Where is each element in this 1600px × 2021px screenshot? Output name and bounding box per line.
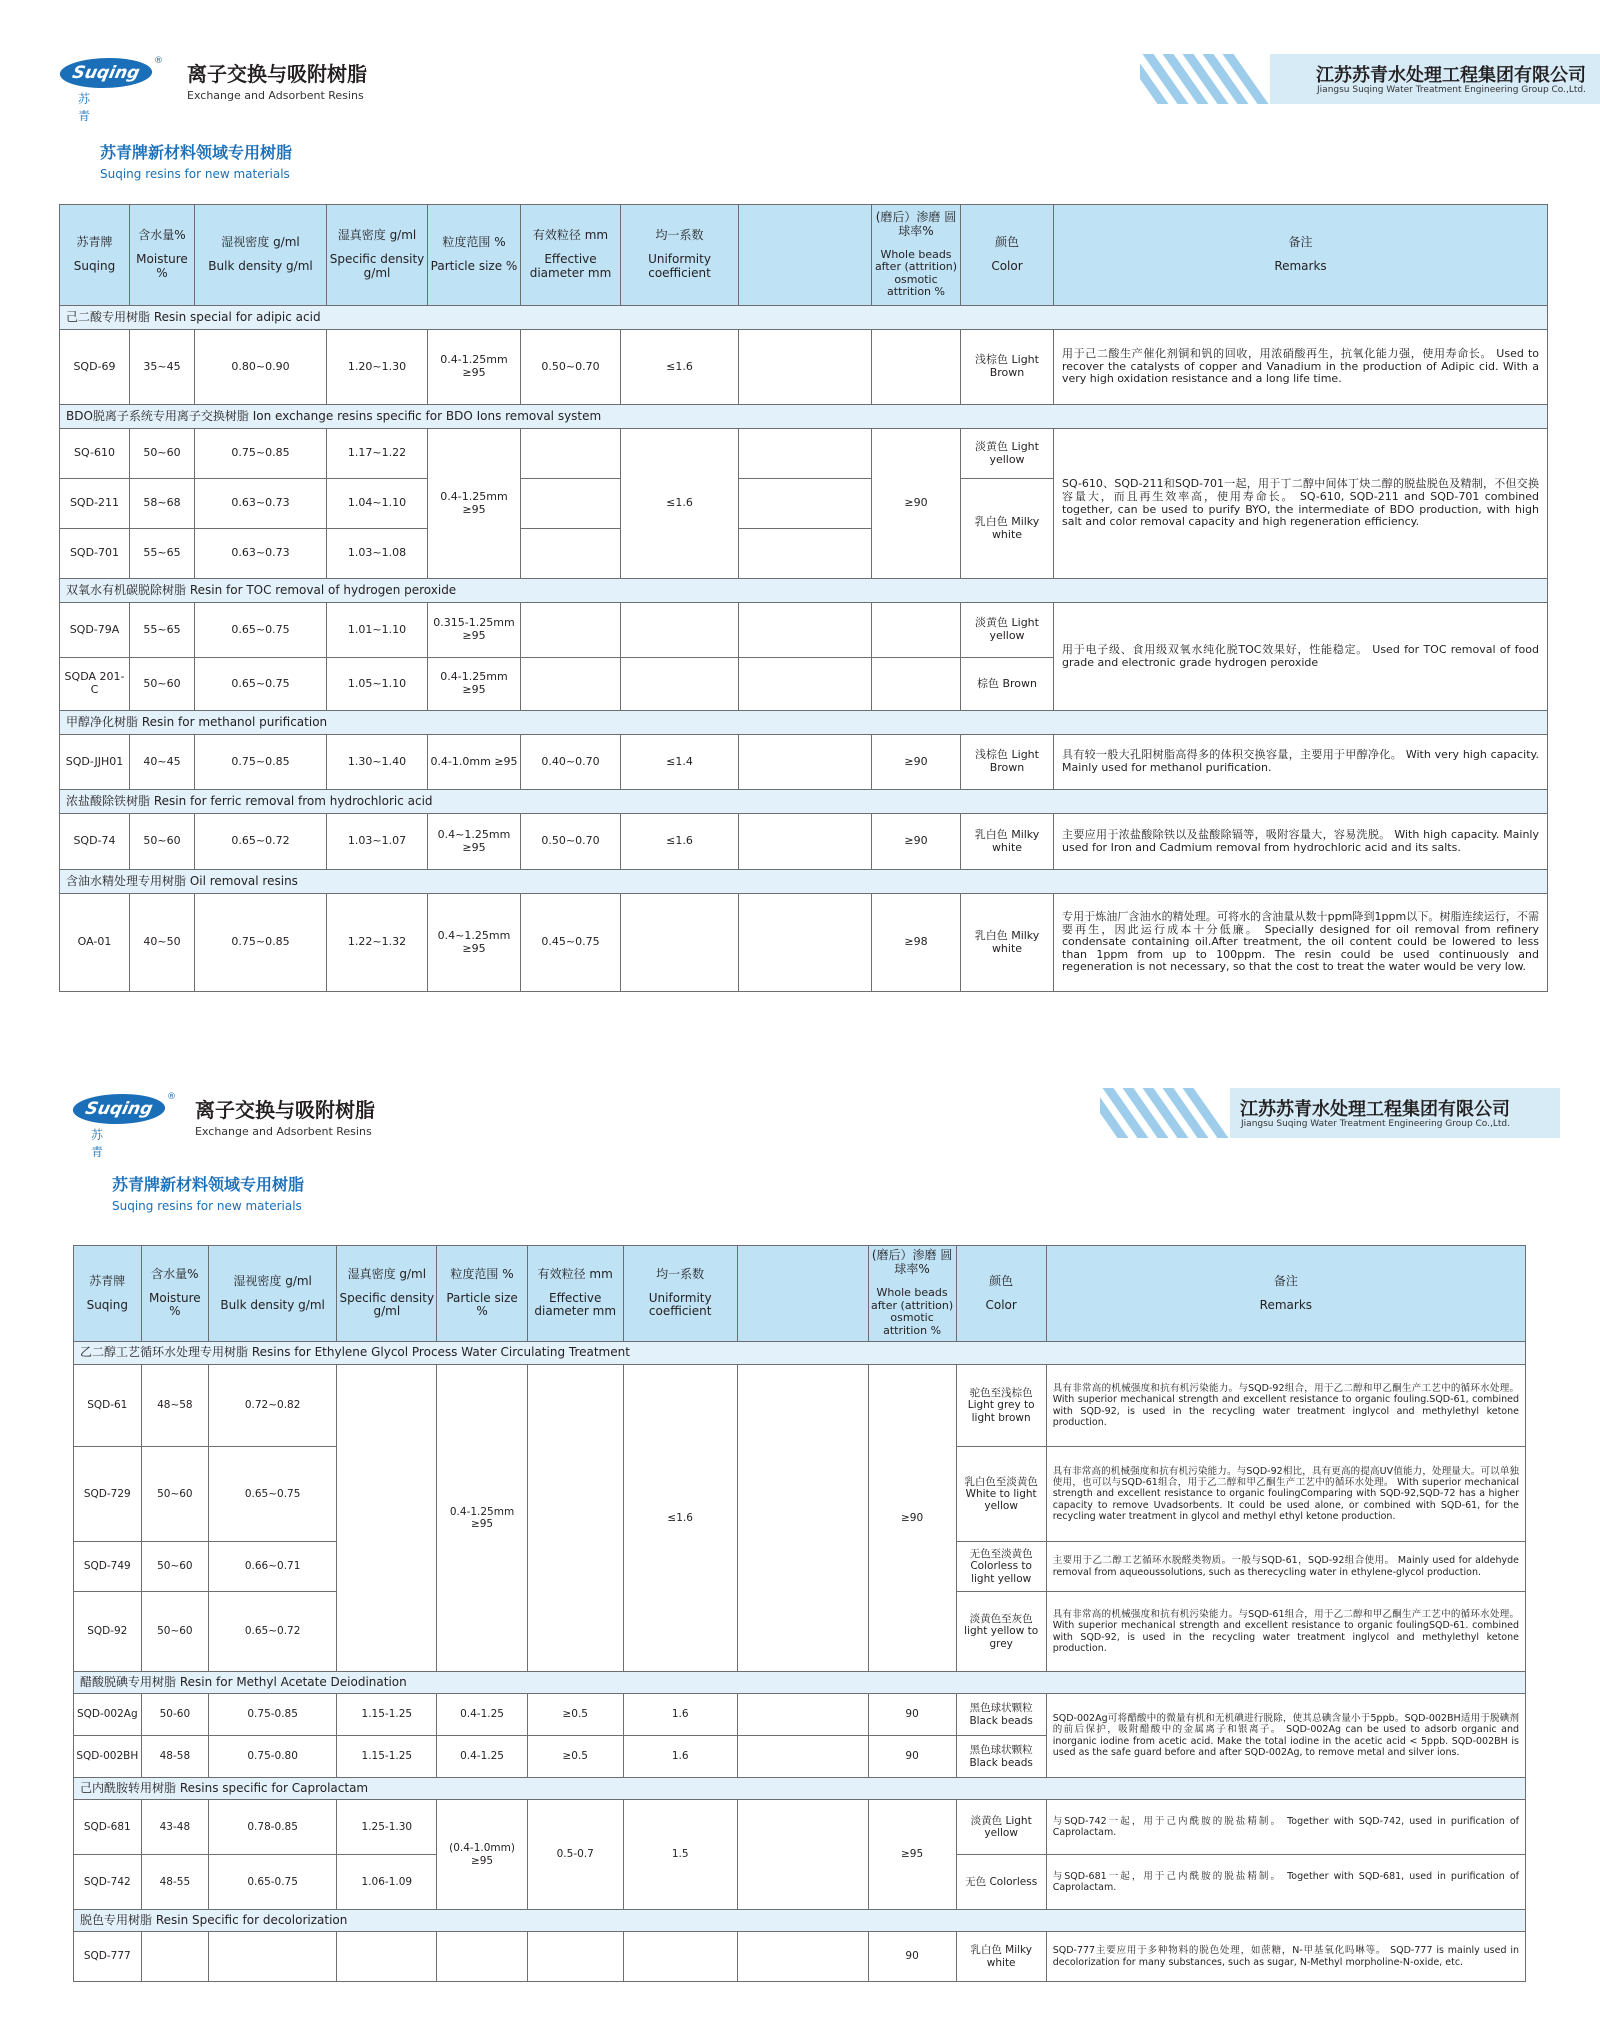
col-remarks: 备注 Remarks: [1054, 205, 1548, 306]
resin-table-1: [59, 204, 1548, 992]
company-name-en: Jiangsu Suqing Water Treatment Engineering Group Co.,Ltd.: [1241, 1119, 1510, 1129]
table-row: SQD-002Ag 50-60 0.75-0.85 1.15-1.25 0.4-1.25 ≥0.5 1.6 90 黑色球状颗粒 Black beads SQD-002Ag可将醋酸中的微量有机和无机碘进行脱除，使其总碘含量小于5ppb。SQD-002BH适用于脱碘剂的前后保护，吸附醋酸中的金属离子和银离子。 SQD-002Ag can be used to adsorb organic and inorganic iodine from acetic acid. Make the total iodine in the acetic acid < 5ppb. SQD-002BH is used as the safe guard before and after SQD-002Ag, to remove metal and silver ions.: [74, 1694, 1526, 1736]
logo-mark: Suqing: [70, 1094, 168, 1124]
table-row: SQD-002BH 48-58 0.75-0.80 1.15-1.25 0.4-1.25 ≥0.5 1.6 90 黑色球状颗粒 Black beads: [74, 1736, 1526, 1778]
col-blank: [739, 205, 872, 306]
category-row: 乙二醇工艺循环水处理专用树脂 Resins for Ethylene Glycol Process Water Circulating Treatment: [74, 1342, 1526, 1365]
col-specific-density: 湿真密度 g/ml Specific density g/ml: [327, 205, 428, 306]
table-row: SQD-681 43-48 0.78-0.85 1.25-1.30 (0.4-1.0mm) ≥95 0.5-0.7 1.5 ≥95 淡黄色 Light yellow 与SQD-742一起，用于己内酰胺的脱盐精制。 Together with SQD-742, used in purification of Caprolactam.: [74, 1800, 1526, 1855]
col-particle-size: 粒度范围 % Particle size %: [428, 205, 521, 306]
col-suqing: 苏青牌 Suqing: [60, 205, 130, 306]
page-2: Suqing ® 苏 青 离子交换与吸附树脂 Exchange and Adsorbent Resins 江苏苏青水处理工程集团有限公司 Jiangsu Suqing Water Treatment Engineering Group Co.,Ltd. 苏青牌新材料领域专用树脂 Suqing resins for new materials 苏青牌 Suqing 含水量% Moisture % 湿视密度 g/ml Bulk density g/ml 湿真密度 g/ml Specific density g/ml 粒度范围 % Particle size % 有效粒径 mm Effective diameter mm 均一系数 Uniformity coefficient (磨后）渗磨 圆球率% Whole beads after (attrition) osmotic attrition % 颜色 Color 备注 Remarks 乙二醇工艺循环水处理专用树脂 Resins for Ethylene Glycol Process Water Circulating Treatment SQD-61 48~58 0.72~0.82 0.4-1.25mm ≥95 ≤1.6 ≥90 驼色至浅棕色 Light grey to light brown 具有非常高的机械强度和抗有机污染能力。与SQD-92组合，用于乙二醇和甲乙酮生产工艺中的循环水处理。 With superior mechanical strength and excellent resistance to organic fouling.SQD-61, combined with SQD-92, is used in the recycling water treatment inglycol and methylethyl ketone production. SQD-729 50~60 0.65~0.75 乳白色至淡黄色 White to light yellow 具有非常高的机械强度和抗有机污染能力。与SQD-92相比，具有更高的提高UV值能力，处理量大。可以单独使用，也可以与SQD-61组合，用于乙二醇和甲乙酮生产工艺中的循环水处理。 With superior mechanical strength and excellent resistance to organic foulingComparing with SQD-92,SQD-72 has a higher capacity to remove Uvadsorbents. It could be used alone, or combined with SQD-61, for the recycling water treatment in glycol and methyl ethyl ketone production. SQD-749 50~60 0.66~0.71 无色至淡黄色 Colorless to light yellow 主要用于乙二醇工艺循环水脱醛类物质。一般与SQD-61，SQD-92组合使用。 Mainly used for aldehyde removal from aqueoussolutions, such as therecycling water in ethylene-glycol production. SQD-92 50~60 0.65~0.72 淡黄色至灰色 light yellow to grey 具有非常高的机械强度和抗有机污染能力。与SQD-61组合，用于乙二醇和甲乙酮生产工艺中的循环水处理。 With superior mechanical strength and excellent resistance to organic foulingSQD-61. combined with SQD-92, is used in the recycling water treatment inglycol and methylethyl ketone production. 醋酸脱碘专用树脂 Resin for Methyl Acetate Deiodination SQD-002Ag 50-60 0.75-0.85 1.15-1.25 0.4-1.25 ≥0.5 1.6 90 黑色球状颗粒 Black beads SQD-002Ag可将醋酸中的微量有机和无机碘进行脱除，使其总碘含量小于5ppb。SQD-002BH适用于脱碘剂的前后保护，吸附醋酸中的金属离子和银离子。 SQD-002Ag can be used to adsorb organic and inorganic iodine from acetic acid. Make the total iodine in the acetic acid < 5ppb. SQD-002BH is used as the safe guard before and after SQD-002Ag, to remove metal and silver ions. SQD-002BH 48-58 0.75-0.80 1.15-1.25 0.4-1.25 ≥0.5 1.6 90 黑色球状颗粒 Black beads 己内酰胺转用树脂 Resins specific for Caprolactam SQD-681 43-48 0.78-0.85 1.25-1.30 (0.4-1.0mm) ≥95 0.5-0.7 1.5 ≥95 淡黄色 Light yellow 与SQD-742一起，用于己内酰胺的脱盐精制。 Together with SQD-742, used in purification of Caprolactam. SQD-742 48-55 0.65-0.75 1.06-1.09 无色 Colorless 与SQD-681一起，用于己内酰胺的脱盐精制。 Together with SQD-681, used in purification of Caprolactam. 脱色专用树脂 Resin Specific for decolorization SQD-777 90 乳白色 Milky white SQD-777主要应用于多种物料的脱色处理，如蔗糖，N-甲基氧化吗啉等。 SQD-777 is mainly used in decolorization for many substances, such as sugar, N-Methyl morpholine-N-oxide, etc.: [0, 1040, 1600, 2021]
col-effective-diameter: 有效粒径 mm Effective diameter mm: [521, 205, 621, 306]
category-row: 浓盐酸除铁树脂 Resin for ferric removal from hydrochloric acid: [60, 790, 1548, 814]
resin-table-2: [73, 1245, 1526, 1982]
col-moisture: 含水量% Moisture %: [130, 205, 195, 306]
table-row: SQD-742 48-55 0.65-0.75 1.06-1.09 无色 Colorless 与SQD-681一起，用于己内酰胺的脱盐精制。 Together with SQD-681, used in purification of Caprolactam.: [74, 1855, 1526, 1910]
col-specific-density: 湿真密度 g/ml Specific density g/ml: [337, 1246, 437, 1342]
brochure-title: 离子交换与吸附树脂 Exchange and Adsorbent Resins: [195, 1098, 375, 1138]
col-uniformity: 均一系数 Uniformity coefficient: [621, 205, 739, 306]
col-bulk-density: 湿视密度 g/ml Bulk density g/ml: [209, 1246, 337, 1342]
category-row: 己内酰胺转用树脂 Resins specific for Caprolactam: [74, 1778, 1526, 1800]
logo-cn: 苏 青: [78, 92, 97, 123]
category-row: 醋酸脱碘专用树脂 Resin for Methyl Acetate Deiodination: [74, 1672, 1526, 1694]
table-row: SQD-79A 55~65 0.65~0.75 1.01~1.10 0.315-1.25mm ≥95 淡黄色 Light yellow 用于电子级、食用级双氧水纯化脱TOC效果好，性能稳定。 Used for TOC removal of food grade and electronic grade hydrogen peroxide: [60, 603, 1548, 658]
table-row: SQD-729 50~60 0.65~0.75 乳白色至淡黄色 White to light yellow 具有非常高的机械强度和抗有机污染能力。与SQD-92相比，具有更高的提高UV值能力，处理量大。可以单独使用，也可以与SQD-61组合，用于乙二醇和甲乙酮生产工艺中的循环水处理。 With superior mechanical strength and excellent resistance to organic foulingComparing with SQD-92,SQD-72 has a higher capacity to remove Uvadsorbents. It could be used alone, or combined with SQD-61, for the recycling water treatment in glycol and methyl ethyl ketone production.: [74, 1447, 1526, 1542]
header-row: [74, 1246, 1526, 1342]
logo-cn: 苏 青: [91, 1128, 110, 1159]
col-uniformity: 均一系数 Uniformity coefficient: [623, 1246, 737, 1342]
company-banner: [1140, 54, 1600, 104]
company-name-en: Jiangsu Suqing Water Treatment Engineering Group Co.,Ltd.: [1317, 85, 1586, 95]
category-row: BDO脱离子系统专用离子交换树脂 Ion exchange resins specific for BDO Ions removal system: [60, 405, 1548, 429]
header-row: [60, 205, 1548, 306]
category-row: 含油水精处理专用树脂 Oil removal resins: [60, 870, 1548, 894]
table-row: SQD-749 50~60 0.66~0.71 无色至淡黄色 Colorless to light yellow 主要用于乙二醇工艺循环水脱醛类物质。一般与SQD-61，SQD-92组合使用。 Mainly used for aldehyde removal from aqueoussolutions, such as therecycling water in ethylene-glycol production.: [74, 1542, 1526, 1592]
category-row: 甲醇净化树脂 Resin for methanol purification: [60, 711, 1548, 735]
table-row: SQD-JJH01 40~45 0.75~0.85 1.30~1.40 0.4-1.0mm ≥95 0.40~0.70 ≤1.4 ≥90 浅棕色 Light Brown 具有较一般大孔阳树脂高得多的体积交换容量，主要用于甲醇净化。 With very high capacity. Mainly used for methanol purification.: [60, 735, 1548, 790]
brochure-title: 离子交换与吸附树脂 Exchange and Adsorbent Resins: [187, 62, 367, 102]
col-moisture: 含水量% Moisture %: [141, 1246, 209, 1342]
col-particle-size: 粒度范围 % Particle size %: [437, 1246, 527, 1342]
col-blank: [737, 1246, 868, 1342]
col-whole-beads: (磨后）渗磨 圆球率% Whole beads after (attrition) osmotic attrition %: [868, 1246, 956, 1342]
col-bulk-density: 湿视密度 g/ml Bulk density g/ml: [195, 205, 327, 306]
category-row: 己二酸专用树脂 Resin special for adipic acid: [60, 306, 1548, 330]
table-row: SQD-777 90 乳白色 Milky white SQD-777主要应用于多种物料的脱色处理，如蔗糖，N-甲基氧化吗啉等。 SQD-777 is mainly used in decolorization for many substances, such as sugar, N-Methyl morpholine-N-oxide, etc.: [74, 1932, 1526, 1982]
col-effective-diameter: 有效粒径 mm Effective diameter mm: [527, 1246, 623, 1342]
table-row: SQ-610 50~60 0.75~0.85 1.17~1.22 0.4-1.25mm ≥95 ≤1.6 ≥90 淡黄色 Light yellow SQ-610、SQD-211和SQD-701一起，用于丁二醇中间体丁炔二醇的脱盐脱色及精制，不但交换容量大，而且再生效率高，使用寿命长。 SQ-610, SQD-211 and SQD-701 combined together, can be used to purify BYO, the intermediate of BDO production, with high salt and color removal capacity and high regeneration efficiency.: [60, 429, 1548, 479]
category-row: 脱色专用树脂 Resin Specific for decolorization: [74, 1910, 1526, 1932]
company-banner: [1100, 1088, 1560, 1138]
col-suqing: 苏青牌 Suqing: [74, 1246, 142, 1342]
section-heading: 苏青牌新材料领域专用树脂 Suqing resins for new materials: [100, 143, 293, 181]
company-name-cn: 江苏苏青水处理工程集团有限公司: [1240, 1099, 1510, 1120]
col-color: 颜色 Color: [961, 205, 1054, 306]
table-row: SQD-701 55~65 0.63~0.73 1.03~1.08: [60, 529, 1548, 579]
table-row: SQD-74 50~60 0.65~0.72 1.03~1.07 0.4~1.25mm ≥95 0.50~0.70 ≤1.6 ≥90 乳白色 Milky white 主要应用于浓盐酸除铁以及盐酸除镉等，吸附容量大，容易洗脱。 With high capacity. Mainly used for Iron and Cadmium removal from hydrochloric acid and its salts.: [60, 814, 1548, 870]
table-row: SQD-61 48~58 0.72~0.82 0.4-1.25mm ≥95 ≤1.6 ≥90 驼色至浅棕色 Light grey to light brown 具有非常高的机械强度和抗有机污染能力。与SQD-92组合，用于乙二醇和甲乙酮生产工艺中的循环水处理。 With superior mechanical strength and excellent resistance to organic fouling.SQD-61, combined with SQD-92, is used in the recycling water treatment inglycol and methylethyl ketone production.: [74, 1365, 1526, 1447]
logo-mark: Suqing: [57, 58, 155, 88]
table-row: SQD-92 50~60 0.65~0.72 淡黄色至灰色 light yellow to grey 具有非常高的机械强度和抗有机污染能力。与SQD-61组合，用于乙二醇和甲乙酮生产工艺中的循环水处理。 With superior mechanical strength and excellent resistance to organic foulingSQD-61. combined with SQD-92, is used in the recycling water treatment inglycol and methylethyl ketone production.: [74, 1592, 1526, 1672]
category-row: 双氧水有机碳脱除树脂 Resin for TOC removal of hydrogen peroxide: [60, 579, 1548, 603]
section-heading: 苏青牌新材料领域专用树脂 Suqing resins for new materials: [112, 1175, 305, 1213]
col-remarks: 备注 Remarks: [1046, 1246, 1525, 1342]
col-color: 颜色 Color: [956, 1246, 1046, 1342]
table-row: SQD-211 58~68 0.63~0.73 1.04~1.10 乳白色 Milky white: [60, 479, 1548, 529]
table-row: SQDA 201-C 50~60 0.65~0.75 1.05~1.10 0.4-1.25mm ≥95 棕色 Brown: [60, 658, 1548, 711]
col-whole-beads: (磨后）渗磨 圆球率% Whole beads after (attrition) osmotic attrition %: [872, 205, 961, 306]
company-name-cn: 江苏苏青水处理工程集团有限公司: [1316, 65, 1586, 86]
table-row: SQD-69 35~45 0.80~0.90 1.20~1.30 0.4-1.25mm ≥95 0.50~0.70 ≤1.6 浅棕色 Light Brown 用于己二酸生产催化剂铜和钒的回收，用浓硝酸再生，抗氧化能力强，使用寿命长。 Used to recover the catalysts of copper and Vanadium in the production of Adipic cid. With a very high oxidation resistance and a long life time.: [60, 330, 1548, 405]
table-row: OA-01 40~50 0.75~0.85 1.22~1.32 0.4~1.25mm ≥95 0.45~0.75 ≥98 乳白色 Milky white 专用于炼油厂含油水的精处理。可将水的含油量从数十ppm降到1ppm以下。树脂连续运行，不需要再生，因此运行成本十分低廉。 Specially designed for oil removal from refinery condensate containing oil.After treatment, the oil content could be lowered to less than 1ppm from up to 100ppm. The resin could be used continuously and regeneration is not necessary, so that the cost to treat the water would be very low.: [60, 894, 1548, 992]
page-1: Suqing ® 苏 青 离子交换与吸附树脂 Exchange and Adsorbent Resins 江苏苏青水处理工程集团有限公司 Jiangsu Suqing Water Treatment Engineering Group Co.,Ltd. 苏青牌新材料领域专用树脂 Suqing resins for new materials 苏青牌 Suqing 含水量% Moisture % 湿视密度 g/ml Bulk density g/ml 湿真密度 g/ml Specific density g/ml 粒度范围 % Particle size % 有效粒径 mm Effective diameter mm 均一系数 Uniformity coefficient (磨后）渗磨 圆球率% Whole beads after (attrition) osmotic attrition % 颜色 Color 备注 Remarks 己二酸专用树脂 Resin special for adipic acid SQD-69 35~45 0.80~0.90 1.20~1.30 0.4-1.25mm ≥95 0.50~0.70 ≤1.6 浅棕色 Light Brown 用于己二酸生产催化剂铜和钒的回收，用浓硝酸再生，抗氧化能力强，使用寿命长。 Used to recover the catalysts of copper and Vanadium in the production of Adipic cid. With a very high oxidation resistance and a long life time. BDO脱离子系统专用离子交换树脂 Ion exchange resins specific for BDO Ions removal system SQ-610 50~60 0.75~0.85 1.17~1.22 0.4-1.25mm ≥95 ≤1.6 ≥90 淡黄色 Light yellow SQ-610、SQD-211和SQD-701一起，用于丁二醇中间体丁炔二醇的脱盐脱色及精制，不但交换容量大，而且再生效率高，使用寿命长。 SQ-610, SQD-211 and SQD-701 combined together, can be used to purify BYO, the intermediate of BDO production, with high salt and color removal capacity and high regeneration efficiency. SQD-211 58~68 0.63~0.73 1.04~1.10 乳白色 Milky white SQD-701 55~65 0.63~0.73 1.03~1.08 双氧水有机碳脱除树脂 Resin for TOC removal of hydrogen peroxide SQD-79A 55~65 0.65~0.75 1.01~1.10 0.315-1.25mm ≥95 淡黄色 Light yellow 用于电子级、食用级双氧水纯化脱TOC效果好，性能稳定。 Used for TOC removal of food grade and electronic grade hydrogen peroxide SQDA 201-C 50~60 0.65~0.75 1.05~1.10 0.4-1.25mm ≥95 棕色 Brown 甲醇净化树脂 Resin for methanol purification SQD-JJH01 40~45 0.75~0.85 1.30~1.40 0.4-1.0mm ≥95 0.40~0.70 ≤1.4 ≥90 浅棕色 Light Brown 具有较一般大孔阳树脂高得多的体积交换容量，主要用于甲醇净化。 With very high capacity. Mainly used for methanol purification. 浓盐酸除铁树脂 Resin for ferric removal from hydrochloric acid SQD-74 50~60 0.65~0.72 1.03~1.07 0.4~1.25mm ≥95 0.50~0.70 ≤1.6 ≥90 乳白色 Milky white 主要应用于浓盐酸除铁以及盐酸除镉等，吸附容量大，容易洗脱。 With high capacity. Mainly used for Iron and Cadmium removal from hydrochloric acid and its salts. 含油水精处理专用树脂 Oil removal resins OA-01 40~50 0.75~0.85 1.22~1.32 0.4~1.25mm ≥95 0.45~0.75 ≥98 乳白色 Milky white 专用于炼油厂含油水的精处理。可将水的含油量从数十ppm降到1ppm以下。树脂连续运行，不需要再生，因此运行成本十分低廉。 Specially designed for oil removal from refinery condensate containing oil.After treatment, the oil content could be lowered to less than 1ppm from up to 100ppm. The resin could be used continuously and regeneration is not necessary, so that the cost to treat the water would be very low.: [0, 0, 1600, 1000]
